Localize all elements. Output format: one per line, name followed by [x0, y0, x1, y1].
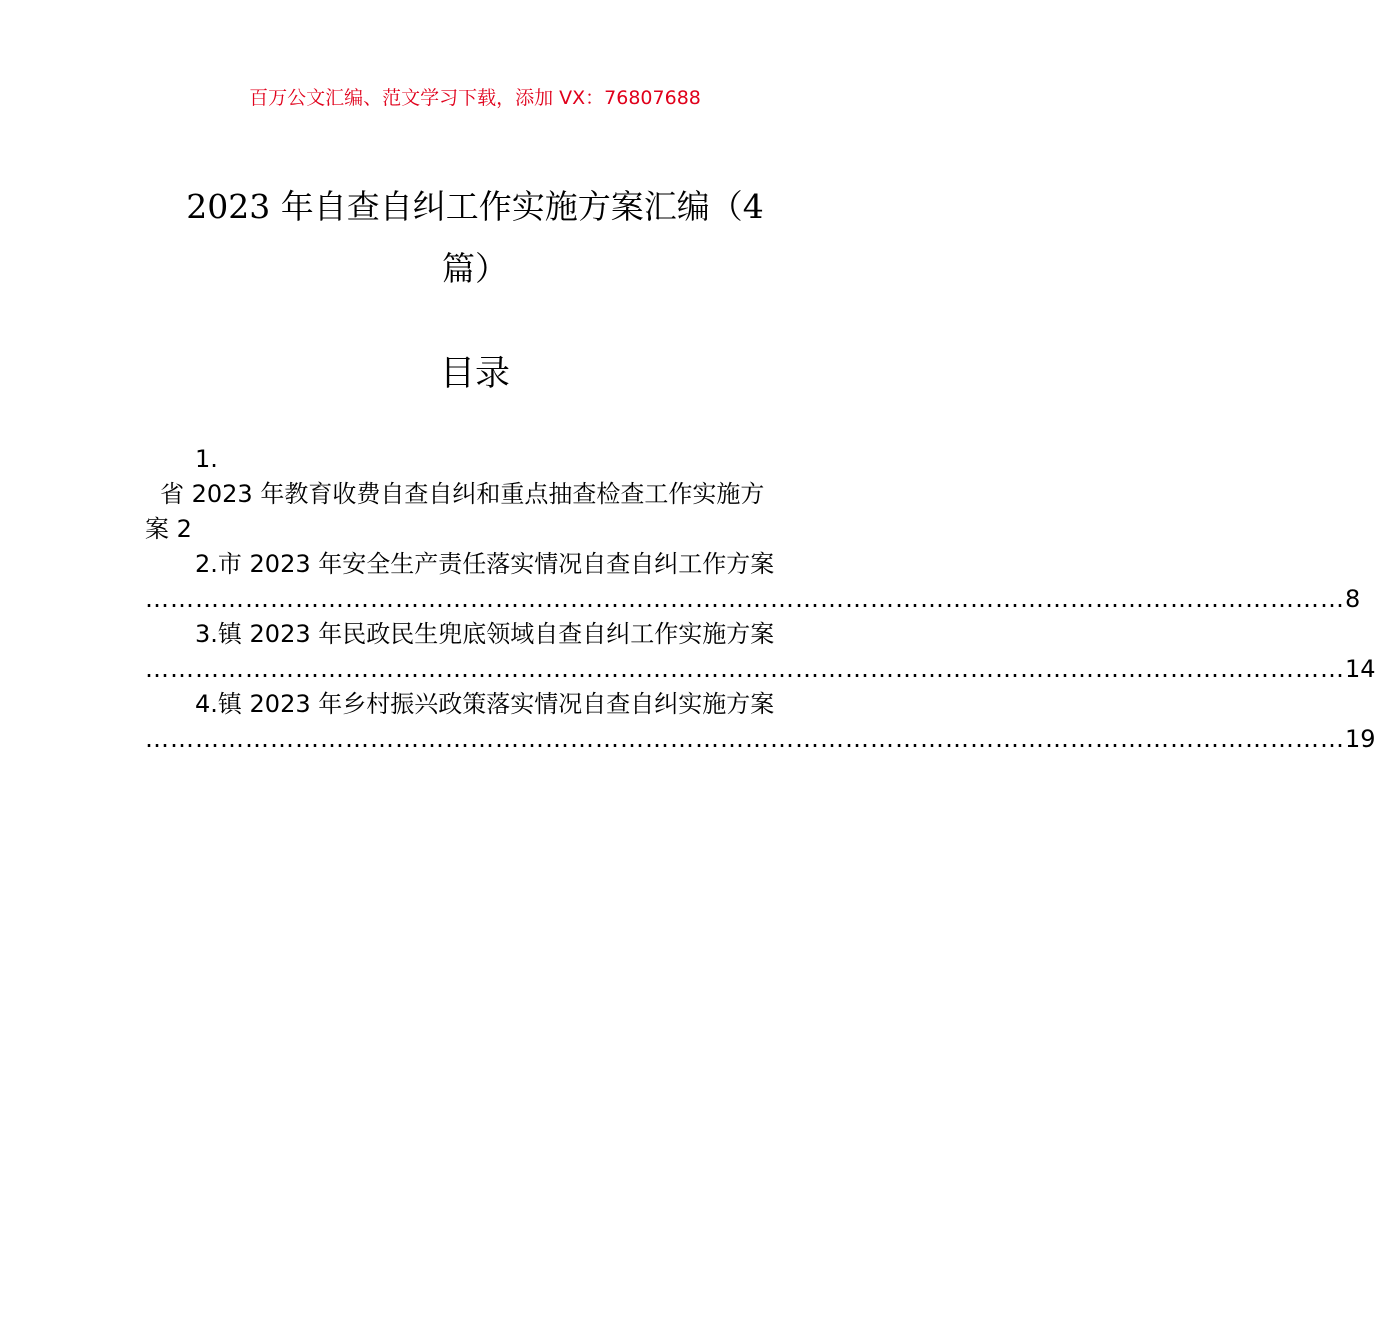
document-title-line-2: 篇）	[442, 249, 508, 288]
toc-entry-3-text: 3.镇 2023 年民政民生兜底领域自查自纠工作实施方案	[195, 620, 775, 648]
toc-entry-2-leader	[145, 582, 1361, 617]
toc-entry-2[interactable]	[145, 547, 1361, 617]
dot-leader: ………………………………………………………………………………………………………………………………	[145, 655, 1345, 683]
toc-entry-1[interactable]	[145, 442, 805, 547]
table-of-contents	[145, 442, 1376, 757]
toc-entry-2-text: 2.市 2023 年安全生产责任落实情况自查自纠工作方案	[195, 550, 775, 578]
toc-entry-1-text: 省 2023 年教育收费自查自纠和重点抽查检查工作实施方	[160, 480, 765, 508]
header-banner: 百万公文汇编、范文学习下载，添加 VX：76807688	[249, 87, 701, 109]
toc-heading: 目录	[439, 354, 510, 394]
toc-entry-4-page: 19	[1345, 725, 1376, 753]
toc-entry-3[interactable]	[145, 617, 1376, 687]
dot-leader: ………………………………………………………………………………………………………………………………	[145, 585, 1345, 613]
dot-leader: ………………………………………………………………………………………………………………………………	[145, 725, 1345, 753]
document-title	[150, 176, 800, 300]
toc-entry-2-page: 8	[1345, 585, 1361, 613]
toc-entry-3-leader	[145, 652, 1376, 687]
document-title-line-1: 2023 年自查自纠工作实施方案汇编（4	[186, 187, 764, 226]
toc-entry-4[interactable]	[145, 687, 1376, 757]
toc-entry-1-number: 1.	[195, 445, 218, 473]
toc-entry-4-text: 4.镇 2023 年乡村振兴政策落实情况自查自纠实施方案	[195, 690, 775, 718]
toc-entry-1-text-continued: 案 2	[145, 515, 192, 543]
toc-entry-3-page: 14	[1345, 655, 1376, 683]
toc-entry-4-leader	[145, 722, 1376, 757]
